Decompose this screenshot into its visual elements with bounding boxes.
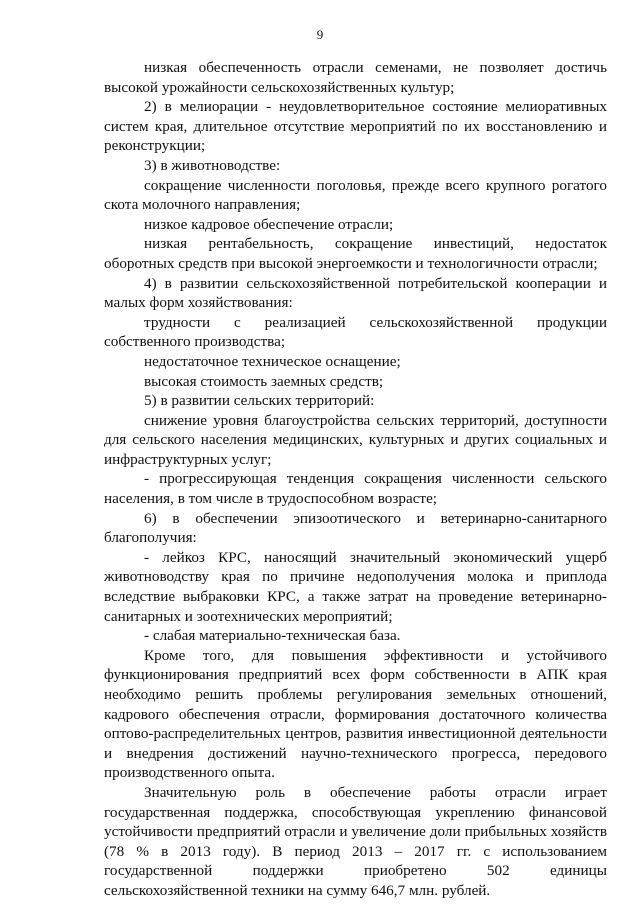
paragraph: 6) в обеспечении эпизоотического и ветеринарно-санитарного благополучия: [104, 509, 607, 547]
paragraph: Значительную роль в обеспечение работы отрасли играет государственная поддержка, способствующая укреплению финансовой устойчивости предприятий отрасли и увеличение доли прибыльных хозяйств (78 % в 2013 году). В период 2013 – 2017 гг. с использованием государственной поддержки приобретено 502 единицы сельскохозяйственной техники на сумму 646,7 млн. рублей. [104, 783, 607, 899]
paragraph: Кроме того, для повышения эффективности и устойчивого функционирования предприятий всех форм собственности в АПК края необходимо решить проблемы регулирования земельных отношений, кадрового обеспечения отрасли, формирования достаточного количества оптово-распределительных центров, развития инвестиционной деятельности и внедрения достижений научно-технического прогресса, передового производственного опыта. [104, 646, 607, 782]
paragraph: снижение уровня благоустройства сельских территорий, доступности для сельского населения медицинских, культурных и других социальных и инфраструктурных услуг; [104, 411, 607, 468]
paragraph: 3) в животноводстве: [144, 156, 281, 174]
paragraph: 5) в развитии сельских территорий: [144, 392, 375, 410]
paragraph: низкая рентабельность, сокращение инвестиций, недостаток оборотных средств при высокой энергоемкости и технологичности отрасли; [104, 235, 607, 272]
paragraph: 2) в мелиорации - неудовлетворительное состояние мелиоративных систем края, длительное отсутствие мероприятий по их восстановлению и реконструкции; [104, 98, 607, 155]
paragraph: низкая обеспеченность отрасли семенами, не позволяет достичь высокой урожайности сельскохозяйственных культур; [104, 59, 607, 96]
document-body [104, 58, 607, 901]
paragraph: сокращение численности поголовья, прежде всего крупного рогатого скота молочного направления; [104, 176, 607, 214]
paragraph: трудности с реализацией сельскохозяйственной продукции собственного производства; [104, 313, 607, 351]
paragraph: - лейкоз КРС, наносящий значительный экономический ущерб животноводству края по причине недополучения молока и приплода вследствие выбраковки КРС, а также затрат на проведение ветеринарно-санитарных и зоотехнических мероприятий; [104, 548, 607, 625]
page-number: 9 [316, 27, 324, 42]
paragraph: 4) в развитии сельскохозяйственной потребительской кооперации и малых форм хозяйствования: [104, 274, 607, 312]
paragraph: - слабая материально-техническая база. [144, 627, 401, 645]
paragraph: недостаточное техническое оснащение; [144, 352, 401, 370]
paragraph: низкое кадровое обеспечение отрасли; [144, 215, 394, 233]
paragraph: высокая стоимость заемных средств; [144, 372, 384, 390]
paragraph: - прогрессирующая тенденция сокращения численности сельского населения, в том числе в трудоспособном возрасте; [104, 470, 607, 508]
